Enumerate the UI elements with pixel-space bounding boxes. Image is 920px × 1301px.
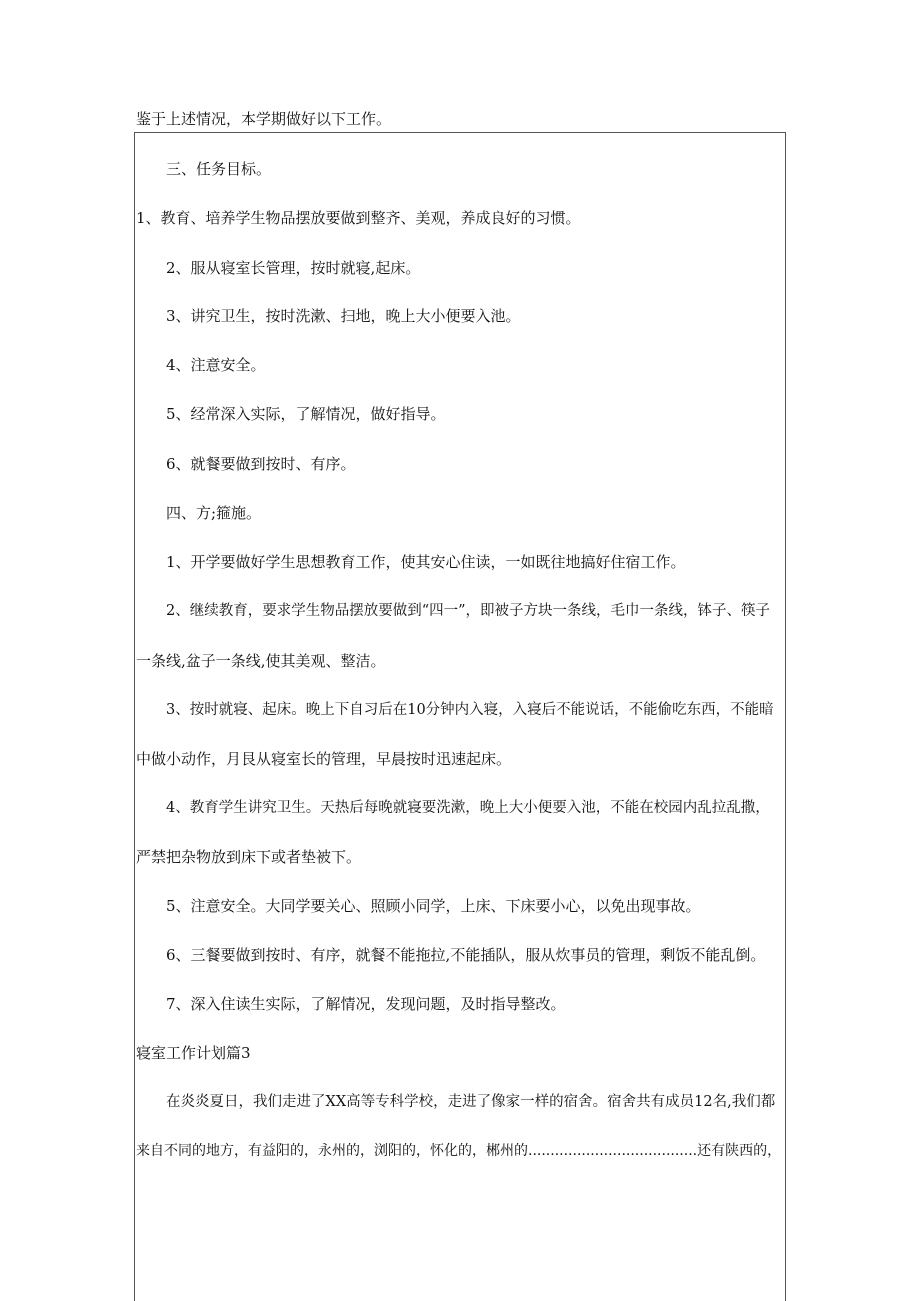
measure-item-3-line-2: 中做小动作，月艮从寝室长的管理，早晨按时迅速起床。	[136, 750, 512, 768]
section-3-heading: 三、任务目标。	[166, 160, 272, 178]
measure-item-4-line-2: 严禁把杂物放到床下或者垫被下。	[136, 848, 362, 866]
measure-item-2-line-1: 2、继续教育，要求学生物品摆放要做到“四一”，即被子方块一条线，毛巾一条线，钵子、筷子	[166, 603, 771, 619]
measure-item-6: 6、三餐要做到按时、有序，就餐不能拖拉,不能插队，服从炊事员的管理，剩饭不能乱倒。	[166, 946, 766, 964]
goal-item-3: 3、讲究卫生，按时洗漱、扫地，晚上大小便要入池。	[166, 307, 521, 325]
goal-item-5: 5、经常深入实际，了解情况，做好指导。	[166, 405, 446, 423]
measure-item-3-line-1: 3、按时就寝、起床。晚上下自习后在10分钟内入寝，入寝后不能说话，不能偷吃东西，不能暗	[166, 702, 774, 718]
part-3-title: 寝室工作计划篇3	[136, 1044, 251, 1062]
goal-item-1: 1、教育、培养学生物品摆放要做到整齐、美观，养成良好的习惯。	[136, 209, 581, 227]
intro-text: 鉴于上述情况，本学期做好以下工作。	[136, 110, 392, 128]
measure-item-4-line-1: 4、教育学生讲究卫生。天热后每晚就寝要洗漱，晚上大小便要入池，不能在校园内乱拉乱撒，	[166, 800, 770, 816]
part-3-paragraph-line-2: 来自不同的地方，有益阳的，永州的，浏阳的，怀化的，郴州的......................................还有陕西的，	[136, 1143, 782, 1159]
measure-item-1: 1、开学要做好学生思想教育工作，使其安心住读，一如既往地搞好住宿工作。	[166, 553, 686, 571]
measure-item-7: 7、深入住读生实际，了解情况，发现问题，及时指导整改。	[166, 995, 566, 1013]
goal-item-4: 4、注意安全。	[166, 356, 266, 374]
measure-item-2-line-2: 一条线,盆子一条线,使其美观、整洁。	[136, 652, 386, 670]
part-3-paragraph-line-1: 在炎炎夏日，我们走进了XX高等专科学校，走进了像家一样的宿舍。宿舍共有成员12名,我们都	[166, 1094, 776, 1110]
section-4-heading: 四、方;箍施。	[166, 504, 262, 522]
measure-item-5: 5、注意安全。大同学要关心、照顾小同学，上床、下床要小心，以免出现事故。	[166, 897, 701, 915]
goal-item-6: 6、就餐要做到按时、有序。	[166, 455, 356, 473]
goal-item-2: 2、服从寝室长管理，按时就寝,起床。	[166, 259, 421, 277]
